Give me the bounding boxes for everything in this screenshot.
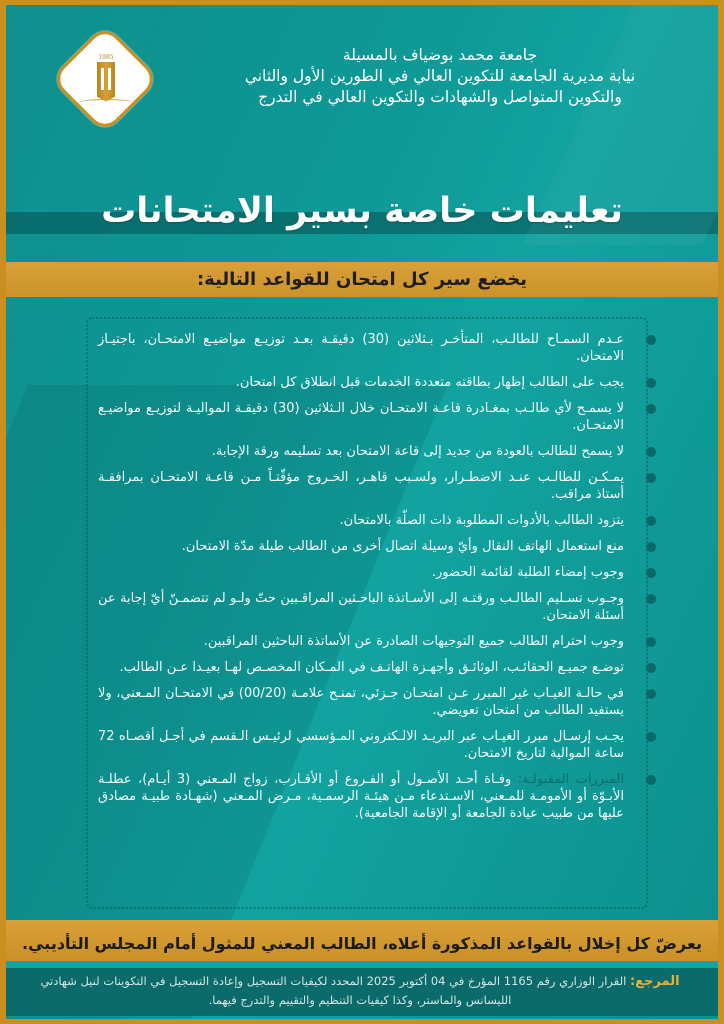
bullet-icon [646, 568, 656, 578]
bullet-icon [646, 447, 656, 457]
bullet-icon [646, 473, 656, 483]
accepted-excuses-label: المبررات المقبولـة: [517, 772, 624, 787]
logo-year: 1985 [98, 53, 114, 61]
disciplinary-warning: يعرضّ كل إخلال بالقواعد المذكورة أعلاه، الطالب المعني للمثول أمام المجلس التأديبي. [22, 933, 702, 953]
rule-text: في حالـة الغيـاب غير المبرر عـن امتحـان جـزئي، تمنـح علامـة (00/20) في الامتحـان المـعني، ولا يستفيد الطالب من امتحان تعويضي. [98, 686, 624, 718]
rule-item [98, 400, 656, 434]
reference-body: القرار الوزاري رقم 1165 المؤرخ في 04 أكتوبر 2025 المحدد لكيفيات التسجيل وإعادة التسجيل في التكوينات لنيل شهادتي الليسانس والماستر، وكذا كيفيات التنظيم والتقييم والتدرج فيهما. [40, 974, 630, 1007]
rule-text: وجـوب تسـليم الطالـب ورقتـه إلى الأسـاتذة الباحـثين المراقـبين حتّ ولـو لم تتضمـنّ أيّ إجابة عن أسئلة الامتحان. [98, 591, 624, 623]
rule-item [98, 590, 656, 624]
bullet-icon [646, 335, 656, 345]
bullet-icon [646, 775, 656, 785]
rule-item-accepted-excuses [98, 771, 656, 822]
bullet-icon [646, 732, 656, 742]
reference-text [20, 972, 700, 1009]
rule-text: لا يسمح للطالب بالعودة من جديد إلى قاعة الامتحان بعد تسليمه ورقة الإجابة. [211, 444, 624, 459]
rule-text: منع استعمال الهاتف النقال وأيّ وسيلة اتصال أخرى من الطالب طيلة مدّة الامتحان. [181, 539, 624, 554]
logo-emblem [46, 25, 166, 135]
bullet-icon [646, 663, 656, 673]
rule-item [98, 728, 656, 762]
rule-text: يجـب إرسـال مبرر الغيـاب عبر البريـد الالـكتروني المـؤسسي لرئيـس الـقسم في أجـل أقصـاه 72 ساعة الموالية لتاريخ الامتحان. [98, 729, 624, 761]
header [6, 5, 718, 255]
rule-item [98, 374, 656, 391]
rule-text: عـدم السمـاح للطالـب، المتأخـر بـثلاثين (30) دقيقـة بعـد توزيـع مواضيـع الامتحـان، باجتيـاز الامتحان. [98, 332, 624, 364]
bullet-icon [646, 637, 656, 647]
rule-item [98, 659, 656, 676]
rule-text: توضـع جميـع الحقائـب، الوثائـق وأجهـزة الهاتـف في المـكان المخصـص لهـا بعيـدا عـن الطالب. [119, 660, 624, 675]
rule-text: وجوب إمضاء الطلبة لقائمة الحضور. [431, 565, 624, 580]
rule-text: لا يسمـح لأي طالـب بمغـادرة قاعـة الامتحـان خلال الـثلاثين (30) دقيقـة المواليـة لتوزيـع مواضيـع الامتحـان. [98, 401, 624, 433]
rule-text: وجوب احترام الطالب جميع التوجيهات الصادرة عن الأساتذة الباحثين المراقبين. [203, 634, 624, 649]
rules-list [98, 331, 656, 831]
rule-item [98, 685, 656, 719]
rule-item [98, 538, 656, 555]
bullet-icon [646, 542, 656, 552]
bullet-icon [646, 378, 656, 388]
rule-text: يجب على الطالب إظهار بطاقته متعددة الخدمات قبل انطلاق كل امتحان. [235, 375, 624, 390]
institution-line-2: نيابة مديرية الجامعة للتكوين العالي في الطورين الأول والثاني [244, 67, 636, 85]
rule-text: وفـاة أحـد الأصـول أو الفـروع أو الأقـارب، زواج المـعني (3 أيـام)، عطلـة الأبـوّة أو الأمومـة للمـعني، الاسـتدعاء مـن هيئـة الرسمـية، مـرض المـعني (شهـادة طبيـة مصادق عليها من طبيب عيادة الجامعة أو الإقامة الجامعية). [98, 772, 624, 821]
page-title: تعليمات خاصة بسير الامتحانات [101, 191, 623, 231]
institution-line-1: جامعة محمد بوضياف بالمسيلة [342, 46, 538, 64]
bullet-icon [646, 516, 656, 526]
rule-item [98, 512, 656, 529]
subtitle: يخضع سير كل امتحان للقواعد التالية: [196, 269, 528, 290]
tower-icon [97, 62, 115, 102]
rule-item [98, 633, 656, 650]
reference-label: المرجع: [629, 974, 680, 989]
institution-name [220, 45, 660, 108]
subtitle-band [6, 262, 718, 297]
institution-line-3: والتكوين المتواصل والشهادات والتكوين العالي في التدرج [258, 88, 622, 106]
bullet-icon [646, 689, 656, 699]
bullet-icon [646, 404, 656, 414]
rule-text: يمـكـن للطالـب عنـد الاضطـرار، ولسـبب قاهـر، الخـروج مؤقّتـاً مـن قاعـة الامتحـان بمرافقـة أستاذ مراقب. [98, 470, 624, 502]
rule-text: يتزود الطالب بالأدوات المطلوبة ذات الصلّة بالامتحان. [339, 513, 624, 528]
rule-item [98, 564, 656, 581]
rule-item [98, 331, 656, 365]
rule-item [98, 469, 656, 503]
university-logo [46, 25, 166, 135]
bullet-icon [646, 594, 656, 604]
warning-band [6, 920, 718, 966]
rule-item [98, 443, 656, 460]
poster-page [6, 5, 718, 1019]
reference-box [6, 968, 718, 1016]
